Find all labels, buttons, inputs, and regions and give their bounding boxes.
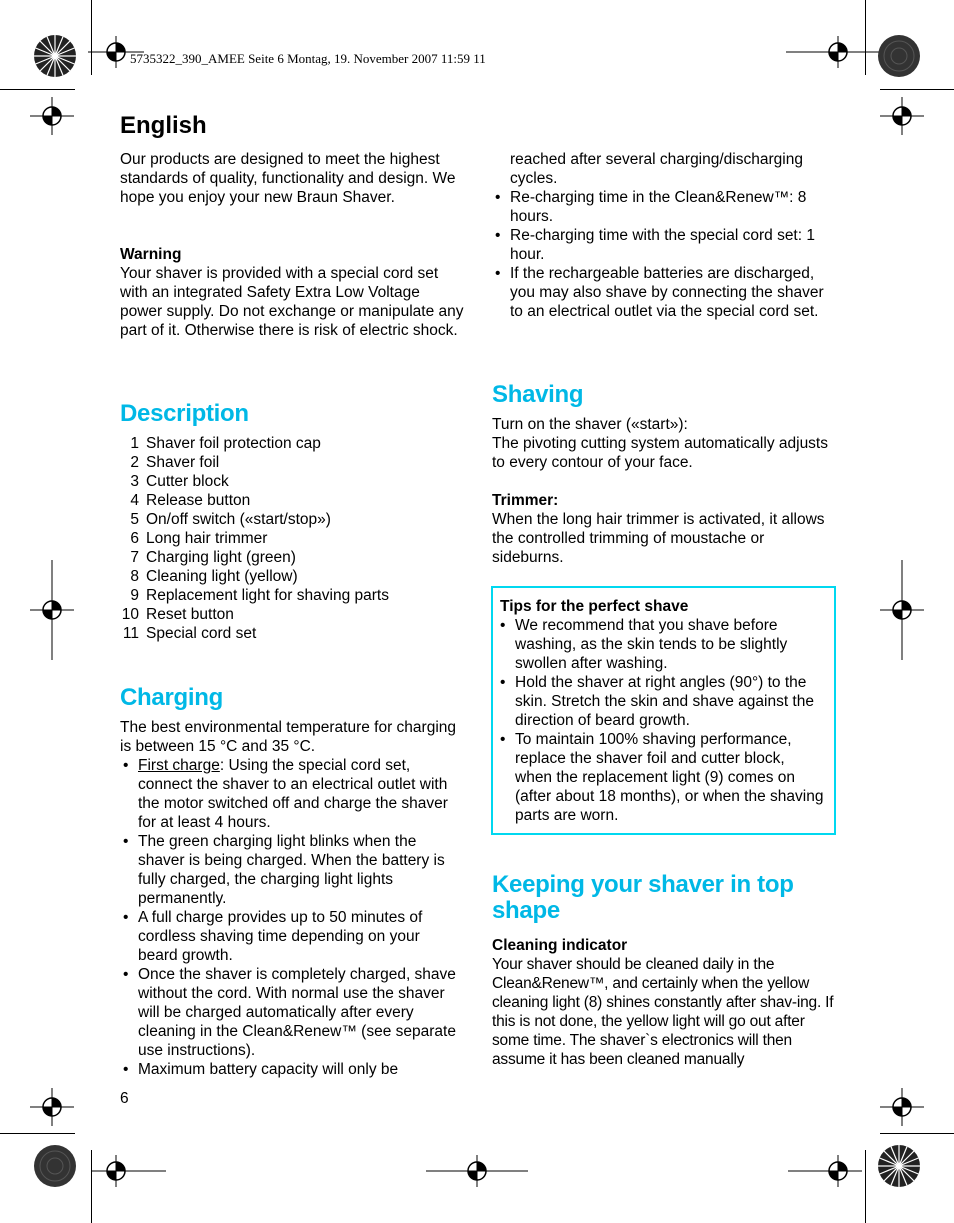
crosshair-mark-right-upper — [880, 97, 924, 135]
crosshair-mark-top-right — [786, 36, 890, 68]
trimmer-text: When the long hair trimmer is activated, it allows the controlled trimming of moustache or sideburns. — [492, 511, 825, 566]
list-item: • Maximum battery capacity will only be — [120, 1060, 462, 1079]
list-item: 8 Cleaning light (yellow) — [130, 568, 298, 585]
list-item: 2 Shaver foil — [130, 454, 220, 471]
list-item: 5 On/off switch («start/stop») — [130, 511, 331, 528]
crosshair-mark-left-middle — [30, 560, 74, 660]
list-item: • Hold the shaver at right angles (90°) to the skin. Stretch the skin and shave against the direction of beard growth. — [500, 673, 824, 730]
list-item: 4 Release button — [130, 492, 251, 509]
list-item: • The green charging light blinks when the shaver is being charged. When the battery is fully charged, the charging light lights permanently. — [120, 832, 462, 908]
shaving-line1: Turn on the shaver («start»): — [492, 416, 688, 433]
page-number: 6 — [120, 1090, 129, 1107]
list-item: • We recommend that you shave before washing, as the skin tends to be slightly swollen after washing. — [500, 616, 824, 673]
cleaning-indicator-text: Your shaver should be cleaned daily in the Clean&Renew™, and certainly when the yellow cleaning light (8) shines constantly after shav-ing. If this is not done, the yellow light will go out after some time. The shaver`s electronics will then assume it has been cleaned manually — [492, 956, 834, 1068]
first-charge-label: First charge — [138, 757, 220, 774]
tips-list — [500, 616, 824, 825]
warning-heading: Warning — [120, 246, 182, 263]
warning-section — [120, 245, 465, 340]
crosshair-mark-bottom-right — [788, 1155, 862, 1187]
list-item: • If the rechargeable batteries are discharged, you may also shave by connecting the shaver to an electrical outlet via the special cord set. — [492, 264, 837, 321]
list-item: 3 Cutter block — [130, 473, 229, 490]
print-header: 5735322_390_AMEE Seite 6 Montag, 19. November 2007 11:59 11 — [130, 51, 486, 66]
crosshair-mark-right-lower — [880, 1088, 924, 1126]
intro-text: Our products are designed to meet the highest standards of quality, functionality and design. We hope you enjoy your new Braun Shaver. — [120, 151, 456, 206]
list-item: • Re-charging time in the Clean&Renew™: 8 hours. — [492, 188, 837, 226]
charging-list — [120, 756, 462, 1079]
warning-text: Your shaver is provided with a special cord set with an integrated Safety Extra Low Voltage power supply. Do not exchange or manipulate any part of it. Otherwise there is risk of electric shock. — [120, 265, 464, 339]
grey-target-top-right — [877, 34, 921, 78]
tips-heading: Tips for the perfect shave — [500, 598, 689, 615]
list-item: • To maintain 100% shaving performance, replace the shaver foil and cutter block, when the replacement light (9) comes on (after about 18 months), or when the shaving parts are worn. — [500, 730, 824, 825]
list-item: • Once the shaver is completely charged, shave without the cord. With normal use the shaver will be charged automatically after every cleaning in the Clean&Renew™ (see separate use instructions). — [120, 965, 462, 1060]
charging-continued — [492, 150, 837, 321]
shaving-section — [492, 415, 834, 567]
list-item: • A full charge provides up to 50 minutes of cordless shaving time depending on your beard growth. — [120, 908, 462, 965]
list-item: 9 Replacement light for shaving parts — [130, 587, 389, 604]
list-item: 1 Shaver foil protection cap — [130, 435, 321, 452]
list-item: • First charge: Using the special cord set, connect the shaver to an electrical outlet with the motor switched off and charge the shaver for at least 4 hours. — [120, 756, 462, 832]
star-target-top-left — [33, 34, 77, 78]
list-item: • Re-charging time with the special cord set: 1 hour. — [492, 226, 837, 264]
charging-heading: Charging — [120, 684, 223, 711]
list-item: 7 Charging light (green) — [130, 549, 296, 566]
shaving-heading: Shaving — [492, 381, 584, 408]
keeping-heading: Keeping your shaver in top shape — [492, 871, 794, 924]
list-item: 10 Reset button — [121, 606, 234, 623]
crosshair-mark-left-lower — [30, 1088, 74, 1126]
keeping-section — [492, 936, 834, 1069]
grey-target-bottom-left — [33, 1144, 77, 1188]
tips-box — [491, 586, 836, 835]
star-target-bottom-right — [877, 1144, 921, 1188]
list-item: 6 Long hair trimmer — [130, 530, 268, 547]
crosshair-mark-bottom-center — [426, 1155, 528, 1187]
charging-section — [120, 718, 462, 1079]
crosshair-mark-left-upper — [30, 97, 74, 135]
crosshair-mark-right-middle — [880, 560, 924, 660]
crosshair-mark-bottom-left — [92, 1155, 166, 1187]
language-title: English — [120, 112, 207, 139]
list-item: 11 Special cord set — [122, 625, 257, 642]
charging-intro: The best environmental temperature for charging is between 15 °C and 35 °C. — [120, 719, 457, 755]
description-list — [119, 434, 464, 643]
shaving-line2: The pivoting cutting system automatically adjusts to every contour of your face. — [492, 435, 828, 471]
charging-continued-text: reached after several charging/discharging cycles. — [510, 151, 803, 187]
trimmer-heading: Trimmer: — [492, 492, 559, 509]
cleaning-indicator-heading: Cleaning indicator — [492, 937, 628, 954]
charging-right-list — [492, 188, 837, 321]
description-heading: Description — [120, 400, 249, 427]
